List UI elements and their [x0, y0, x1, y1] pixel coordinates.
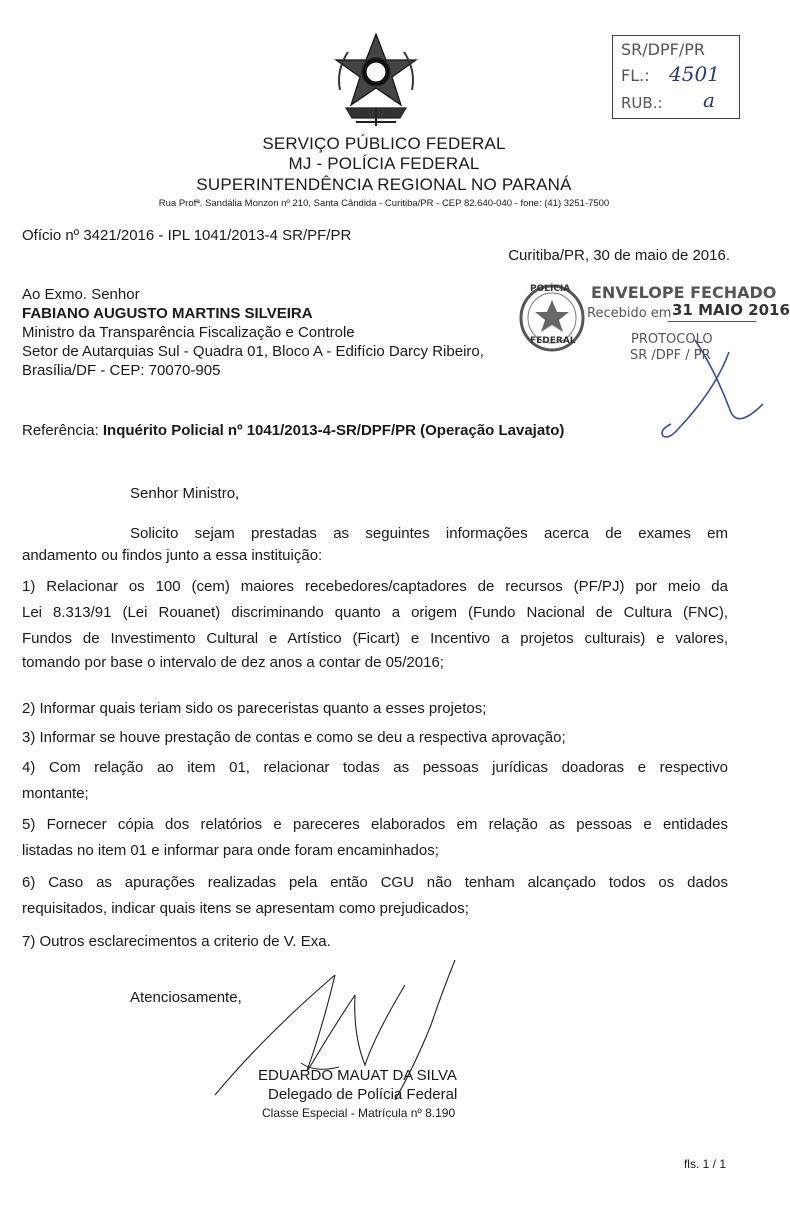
reference-label: Referência: — [22, 422, 99, 439]
item-1-line-3: Fundos de Investimento Cultural e Artístico (Ficart) e Incentivo a projetos culturais) e valores, — [22, 630, 728, 647]
item-4-paragraph — [22, 757, 728, 805]
signatory-role: Delegado de Polícia Federal — [268, 1086, 458, 1103]
item-4-line-2: montante; — [22, 785, 89, 802]
header-line-3: SUPERINTENDÊNCIA REGIONAL NO PARANÁ — [196, 175, 572, 194]
corner-stamp-rub-label: RUB.: — [621, 94, 663, 112]
received-label: Recebido em — [587, 306, 672, 321]
received-date-underline — [668, 321, 756, 322]
recipient-title: Ministro da Transparência Fiscalização e Controle — [22, 324, 355, 341]
intro-paragraph — [22, 523, 728, 567]
corner-protocol-stamp — [612, 35, 740, 119]
recipient-name: FABIANO AUGUSTO MARTINS SILVEIRA — [22, 305, 313, 322]
recipient-address-2: Brasília/DF - CEP: 70070-905 — [22, 362, 221, 379]
closing: Atenciosamente, — [130, 989, 242, 1006]
letter-date: Curitiba/PR, 30 de maio de 2016. — [508, 247, 730, 264]
item-5-line-2: listadas no item 01 e informar para onde foram encaminhados; — [22, 842, 439, 859]
item-3: 3) Informar se houve prestação de contas e como se deu a respectiva aprovação; — [22, 729, 566, 746]
corner-stamp-fl-value: 4501 — [669, 62, 720, 86]
item-1-line-2: Lei 8.313/91 (Lei Rouanet) discriminando quanto a origem (Fundo Nacional de Cultura (FNC), — [22, 604, 728, 621]
item-6-paragraph — [22, 872, 728, 920]
signatory-class: Classe Especial - Matrícula nº 8.190 — [262, 1106, 456, 1120]
seal-top-text: POLÍCIA — [530, 284, 571, 294]
header-line-1: SERVIÇO PÚBLICO FEDERAL — [262, 134, 506, 153]
corner-stamp-fl-label: FL.: — [621, 66, 650, 85]
page-number: fls. 1 / 1 — [683, 1157, 726, 1171]
item-5-line-1: 5) Fornecer cópia dos relatórios e pareceres elaborados em relação as pessoas e entidades — [22, 816, 728, 833]
item-6-line-1: 6) Caso as apurações realizadas pela então CGU não tenham alcançado todos os dados — [22, 874, 728, 891]
handwritten-mark — [655, 340, 768, 450]
header-line-2: MJ - POLÍCIA FEDERAL — [288, 154, 480, 173]
item-1-line-4: tomando por base o intervalo de dez anos a contar de 05/2016; — [22, 654, 444, 671]
item-7: 7) Outros esclarecimentos a criterio de V. Exa. — [22, 933, 331, 950]
recipient-address-1: Setor de Autarquias Sul - Quadra 01, Bloco A - Edifício Darcy Ribeiro, — [22, 343, 484, 360]
corner-stamp-rub-value: a — [703, 88, 715, 112]
protocolo-label: PROTOCOLO — [631, 332, 713, 347]
greeting: Senhor Ministro, — [130, 485, 240, 502]
header-address: Rua Profª. Sandália Monzon nº 210, Santa Cândida - Curitiba/PR - CEP 82.640-040 - fone: (41) 3251-7500 — [158, 198, 610, 209]
received-date: 31 MAIO 2016 — [672, 301, 790, 319]
item-2: 2) Informar quais teriam sido os pareceristas quanto a esses projetos; — [22, 700, 487, 717]
signatory-name: EDUARDO MAUAT DA SILVA — [258, 1067, 457, 1084]
item-6-line-2: requisitados, indicar quais itens se apresentam como prejudicados; — [22, 900, 469, 917]
seal-bottom-text: FEDERAL — [530, 336, 576, 346]
oficio-number: Ofício nº 3421/2016 - IPL 1041/2013-4 SR/PF/PR — [22, 227, 352, 244]
corner-stamp-line1: SR/DPF/PR — [621, 40, 705, 59]
coat-of-arms-emblem — [326, 30, 426, 132]
intro-line-1: Solicito sejam prestadas as seguintes informações acerca de exames em — [130, 525, 728, 542]
envelope-fechado-title: ENVELOPE FECHADO — [591, 283, 777, 302]
item-1-paragraph — [22, 576, 728, 674]
reference-line — [22, 421, 564, 440]
item-1-line-1: 1) Relacionar os 100 (cem) maiores recebedores/captadores de recursos (PF/PJ) por meio da — [22, 578, 728, 595]
intro-line-2: andamento ou findos junto a essa instituição: — [22, 547, 323, 564]
recipient-salutation: Ao Exmo. Senhor — [22, 286, 140, 303]
item-4-line-1: 4) Com relação ao item 01, relacionar todas as pessoas jurídicas doadoras e respectivo — [22, 759, 728, 776]
item-5-paragraph — [22, 814, 728, 862]
protocolo-dept: SR /DPF / PR — [630, 348, 711, 363]
reference-value: Inquérito Policial nº 1041/2013-4-SR/DPF/PR (Operação Lavajato) — [102, 422, 565, 439]
